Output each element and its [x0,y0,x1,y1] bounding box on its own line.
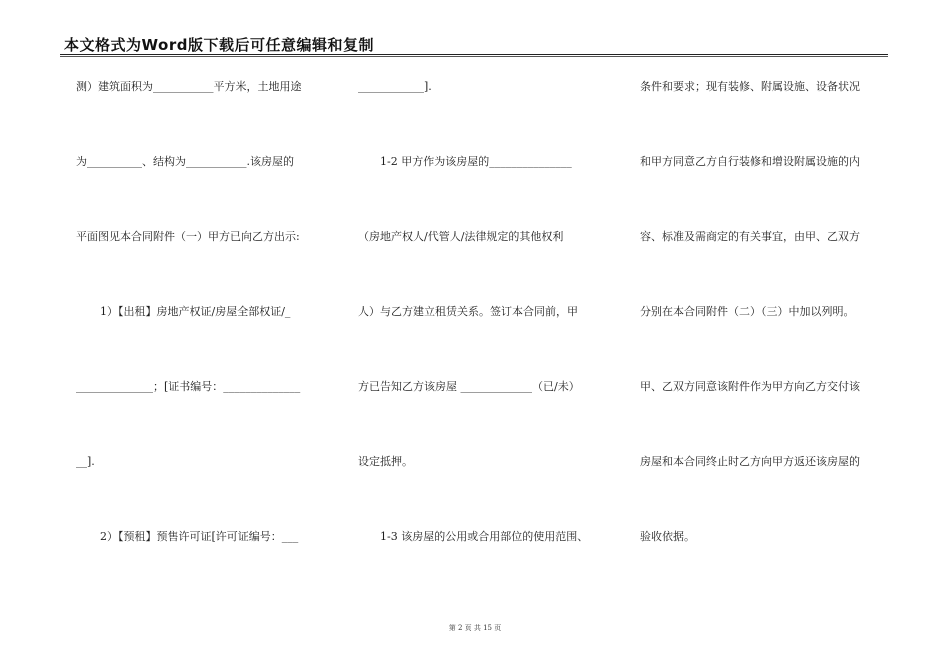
text-line: 方已告知乙方该房屋 _____________（已/未） [358,380,580,393]
text-line: 容、标准及需商定的有关事宜，由甲、乙双方 [640,230,860,243]
text-line: 1-2 甲方作为该房屋的_______________ [380,155,572,168]
text-line: 设定抵押。 [358,455,413,468]
text-line: __]. [76,455,95,468]
text-line: 1）【出租】房地产权证/房屋全部权证/_ [100,305,291,318]
text-line: 房屋和本合同终止时乙方向甲方返还该房屋的 [640,455,860,468]
text-line: （房地产权人/代管人/法律规定的其他权利 [358,230,564,243]
text-line: 平面图见本合同附件（一）甲方已向乙方出示: [76,230,300,243]
header-rule-thin [60,56,888,57]
page-number: 第 2 页 共 15 页 [448,624,502,632]
text-line: ____________]. [358,80,432,93]
text-line: 条件和要求；现有装修、附属设施、设备状况 [640,80,860,93]
text-line: 甲、乙双方同意该附件作为甲方向乙方交付该 [640,380,860,393]
header-rule [60,54,888,55]
page-header-title: 本文格式为Word版下载后可任意编辑和复制 [64,36,374,54]
text-line: 验收依据。 [640,530,695,543]
text-line: 和甲方同意乙方自行装修和增设附属设施的内 [640,155,860,168]
text-line: 人）与乙方建立租赁关系。签订本合同前，甲 [358,305,578,318]
text-line: 2）【预租】预售许可证[许可证编号：___ [100,530,299,543]
text-line: 分别在本合同附件（二）（三）中加以列明。 [640,305,855,318]
text-line: 测）建筑面积为___________平方米，土地用途 [76,80,302,93]
text-line: 为__________、结构为___________.该房屋的 [76,155,294,168]
text-line: ______________；[证书编号：______________ [76,380,301,393]
text-line: 1-3 该房屋的公用或合用部位的使用范围、 [380,530,589,543]
